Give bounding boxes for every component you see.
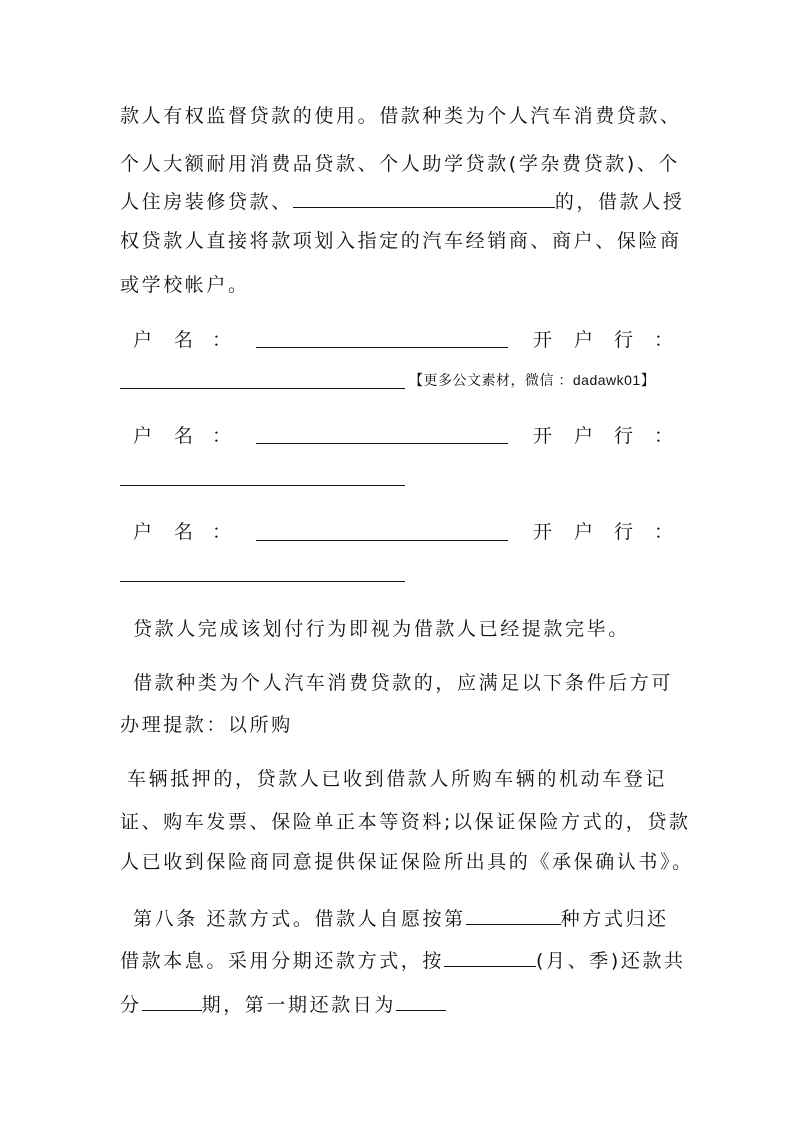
label-hang: 行 — [614, 521, 634, 543]
account-name-blank — [256, 443, 508, 444]
para1-line2: 个人大额耐用消费品贷款、个人助学贷款(学杂费贷款)、个 — [120, 153, 681, 175]
label-ming: 名 — [174, 521, 194, 543]
para1-line3-end: 的，借款人授 — [554, 191, 685, 213]
label-kai: 开 — [533, 521, 553, 543]
para1-line3 — [120, 189, 684, 214]
bank-name-blank — [120, 388, 405, 389]
label-colon: ： — [212, 425, 232, 447]
label-hu: 户 — [133, 521, 153, 543]
bank-name-blank — [120, 485, 405, 486]
para1-line3-start: 人住房装修贷款、 — [120, 191, 293, 213]
label-hang: 行 — [614, 329, 634, 351]
label-hang: 行 — [614, 425, 634, 447]
label-colon: ： — [212, 329, 232, 351]
label-hu2: 户 — [574, 425, 594, 447]
account-name-blank — [256, 540, 508, 541]
blank-field — [466, 906, 561, 925]
account-name-blank — [256, 347, 508, 348]
para3-line2: 办理提款：以所购 — [120, 714, 293, 736]
label-colon: ： — [654, 425, 674, 447]
para5-line3-start: 分 — [120, 994, 142, 1016]
label-hu: 户 — [133, 425, 153, 447]
para2: 贷款人完成该划付行为即视为借款人已经提款完毕。 — [133, 618, 630, 640]
label-hu2: 户 — [574, 521, 594, 543]
label-colon: ： — [654, 521, 674, 543]
para5-line2-start: 借款本息。采用分期还款方式，按 — [120, 950, 445, 972]
para1-line1: 款人有权监督贷款的使用。借款种类为个人汽车消费贷款、 — [120, 105, 682, 127]
blank-field — [142, 992, 202, 1011]
para4-line3: 人已收到保险商同意提供保证保险所出具的《承保确认书》。 — [120, 851, 694, 873]
bank-name-blank — [120, 581, 405, 582]
label-ming: 名 — [174, 329, 194, 351]
para5-line3 — [120, 992, 446, 1017]
blank-field — [293, 189, 555, 208]
label-kai: 开 — [533, 425, 553, 447]
label-hu: 户 — [133, 329, 153, 351]
promo-note: 【更多公文素材，微信 ：dadawk01】 — [409, 372, 656, 388]
para5-line1 — [133, 906, 669, 931]
blank-field — [396, 992, 446, 1011]
para1-line5: 或学校帐户。 — [120, 274, 250, 296]
para5-line1-start: 第八条 还款方式。借款人自愿按第 — [133, 908, 466, 930]
para5-line2-end: (月、季)还款共 — [536, 950, 686, 972]
para5-line3-mid: 期，第一期还款日为 — [201, 994, 397, 1016]
label-ming: 名 — [174, 425, 194, 447]
para3-line1: 借款种类为个人汽车消费贷款的，应满足以下条件后方可 — [133, 672, 674, 694]
para5-line2 — [120, 948, 686, 973]
label-colon: ： — [212, 521, 232, 543]
label-hu2: 户 — [574, 329, 594, 351]
para4-line2: 证、购车发票、保险单正本等资料;以保证保险方式的，贷款 — [120, 811, 691, 833]
para5-line1-end: 种方式归还 — [560, 908, 669, 930]
blank-field — [444, 948, 536, 967]
label-colon: ： — [654, 329, 674, 351]
para1-line4: 权贷款人直接将款项划入指定的汽车经销商、商户、保险商 — [120, 230, 682, 252]
label-kai: 开 — [533, 329, 553, 351]
para4-line1: 车辆抵押的，贷款人已收到借款人所购车辆的机动车登记 — [127, 768, 668, 790]
